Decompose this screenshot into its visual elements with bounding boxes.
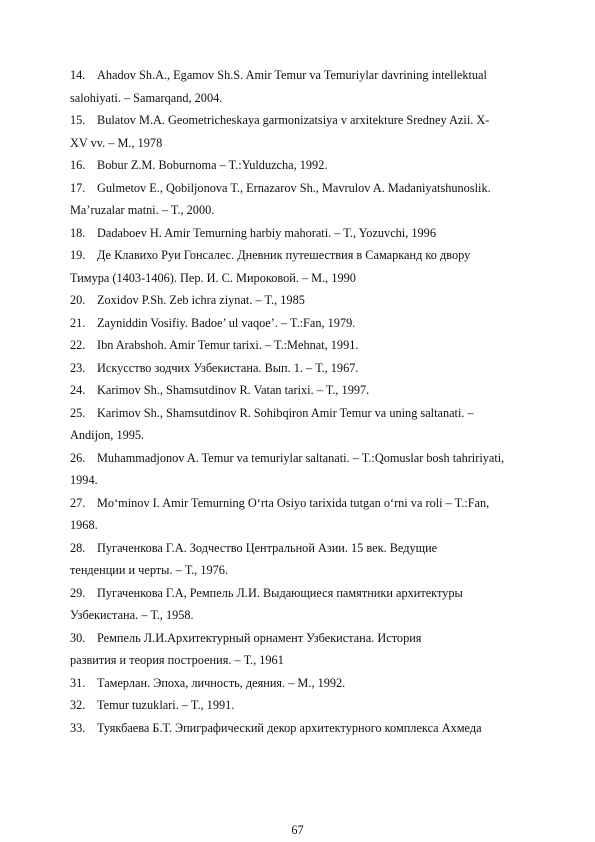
reference-text: Bulatov M.A. Geometricheskaya garmonizatsiya v arxitekture Sredney Azii. X- bbox=[97, 113, 490, 127]
reference-number: 25. bbox=[70, 405, 86, 420]
reference-line-first bbox=[70, 177, 570, 200]
reference-number: 18. bbox=[70, 225, 86, 240]
reference-text: Dadaboev H. Amir Temurning harbiy mahorati. – T., Yozuvchi, 1996 bbox=[97, 225, 436, 240]
reference-number: 14. bbox=[70, 68, 86, 82]
reference-line-first bbox=[70, 109, 570, 132]
reference-number: 20. bbox=[70, 293, 86, 307]
reference-text: Тимура (1403-1406). Пер. И. С. Мироковой. – М., 1990 bbox=[70, 270, 356, 285]
reference-text: Пугаченкова Г.А, Ремпель Л.И. Выдающиеся памятники архитектуры bbox=[97, 585, 463, 600]
reference-line-first bbox=[70, 402, 570, 425]
reference-item bbox=[70, 357, 570, 380]
reference-number: 16. bbox=[70, 158, 86, 172]
reference-line-first bbox=[70, 222, 570, 245]
reference-item bbox=[70, 244, 570, 289]
reference-text: развития и теория построения. – Т., 1961 bbox=[70, 653, 284, 667]
reference-text: Искусство зодчих Узбекистана. Вып. 1. – Т., 1967. bbox=[97, 360, 359, 375]
reference-line-first bbox=[70, 244, 570, 267]
reference-text: salohiyati. – Samarqand, 2004. bbox=[70, 90, 223, 105]
reference-text: Узбекистана. – Т., 1958. bbox=[70, 608, 194, 622]
reference-item bbox=[70, 379, 570, 402]
reference-text: Пугаченкова Г.А. Зодчество Центральной Азии. 15 век. Ведущие bbox=[97, 540, 438, 555]
reference-text: Bobur Z.M. Boburnoma – T.:Yulduzcha, 1992. bbox=[97, 158, 328, 172]
reference-text: Karimov Sh., Shamsutdinov R. Sohibqiron Amir Temur va uning saltanati. – bbox=[97, 405, 474, 420]
reference-line-continued bbox=[70, 267, 570, 290]
reference-number: 19. bbox=[70, 248, 86, 262]
reference-text: XV vv. – M., 1978 bbox=[70, 135, 163, 150]
reference-line-continued bbox=[70, 424, 570, 447]
reference-number: 32. bbox=[70, 698, 86, 712]
reference-number: 30. bbox=[70, 630, 86, 645]
reference-line-first bbox=[70, 537, 570, 560]
reference-line-continued bbox=[70, 604, 570, 627]
reference-text: Gulmetov E., Qobiljonova T., Ernazarov Sh., Mavrulov A. Madaniyatshunoslik. bbox=[97, 180, 491, 195]
reference-line-first bbox=[70, 627, 570, 650]
reference-item bbox=[70, 154, 570, 177]
reference-line-first bbox=[70, 379, 570, 402]
reference-line-first bbox=[70, 694, 570, 717]
reference-text: 1994. bbox=[70, 473, 98, 487]
reference-text: Де Клавихо Руи Гонсалес. Дневник путешествия в Самарканд ко двору bbox=[97, 248, 471, 262]
reference-item bbox=[70, 447, 570, 492]
reference-text: Zayniddin Vosifiy. Badoe’ ul vaqoe’. – T.:Fan, 1979. bbox=[97, 315, 356, 330]
reference-number: 31. bbox=[70, 675, 86, 690]
reference-text: Ahadov Sh.A., Egamov Sh.S. Amir Temur va Temuriylar davrining intellektual bbox=[97, 68, 487, 82]
reference-item bbox=[70, 64, 570, 109]
reference-line-first bbox=[70, 64, 570, 87]
reference-text: Karimov Sh., Shamsutdinov R. Vatan tarixi. – T., 1997. bbox=[97, 383, 370, 397]
reference-item bbox=[70, 312, 570, 335]
reference-list bbox=[70, 64, 570, 739]
reference-item bbox=[70, 289, 570, 312]
reference-line-first bbox=[70, 334, 570, 357]
reference-text: Ibn Arabshoh. Amir Temur tarixi. – T.:Mehnat, 1991. bbox=[97, 338, 359, 352]
reference-number: 26. bbox=[70, 450, 86, 465]
reference-number: 33. bbox=[70, 720, 86, 735]
reference-item bbox=[70, 402, 570, 447]
reference-number: 15. bbox=[70, 113, 86, 127]
reference-line-first bbox=[70, 312, 570, 335]
reference-text: Туякбаева Б.Т. Эпиграфический декор архитектурного комплекса Ахмеда bbox=[97, 720, 482, 735]
reference-item bbox=[70, 694, 570, 717]
reference-text: Mo‘minov I. Amir Temurning O‘rta Osiyo tarixida tutgan o‘rni va roli – T.:Fan, bbox=[97, 495, 490, 510]
reference-line-continued bbox=[70, 87, 570, 110]
reference-item bbox=[70, 492, 570, 537]
reference-number: 27. bbox=[70, 495, 86, 510]
reference-line-continued bbox=[70, 649, 570, 672]
reference-line-continued bbox=[70, 514, 570, 537]
reference-text: 1968. bbox=[70, 518, 98, 532]
reference-line-first bbox=[70, 717, 570, 740]
reference-line-first bbox=[70, 357, 570, 380]
reference-line-continued bbox=[70, 559, 570, 582]
reference-text: Тамерлан. Эпоха, личность, деяния. – М., 1992. bbox=[97, 675, 346, 690]
reference-item bbox=[70, 334, 570, 357]
reference-text: Ma’ruzalar matni. – T., 2000. bbox=[70, 203, 215, 217]
reference-line-continued bbox=[70, 199, 570, 222]
reference-item bbox=[70, 177, 570, 222]
page-number: 67 bbox=[291, 823, 304, 837]
reference-item bbox=[70, 109, 570, 154]
reference-line-first bbox=[70, 447, 570, 470]
reference-line-continued bbox=[70, 469, 570, 492]
reference-text: Muhammadjonov A. Temur va temuriylar saltanati. – T.:Qomuslar bosh tahririyati, bbox=[97, 450, 505, 465]
reference-item bbox=[70, 582, 570, 627]
reference-line-first bbox=[70, 672, 570, 695]
reference-item bbox=[70, 717, 570, 740]
reference-line-first bbox=[70, 582, 570, 605]
reference-number: 22. bbox=[70, 338, 86, 352]
reference-text: Zoxidov P.Sh. Zeb ichra ziynat. – T., 1985 bbox=[97, 293, 305, 307]
reference-line-first bbox=[70, 154, 570, 177]
reference-number: 24. bbox=[70, 383, 86, 397]
reference-number: 23. bbox=[70, 360, 86, 375]
reference-number: 29. bbox=[70, 585, 86, 600]
reference-number: 28. bbox=[70, 540, 86, 555]
reference-text: тенденции и черты. – Т., 1976. bbox=[70, 563, 228, 577]
reference-line-first bbox=[70, 289, 570, 312]
reference-number: 21. bbox=[70, 315, 86, 330]
reference-text: Temur tuzuklari. – T., 1991. bbox=[97, 698, 235, 712]
reference-line-first bbox=[70, 492, 570, 515]
reference-text: Ремпель Л.И.Архитектурный орнамент Узбекистана. История bbox=[97, 630, 422, 645]
reference-item bbox=[70, 537, 570, 582]
reference-text: Andijon, 1995. bbox=[70, 428, 145, 442]
reference-item bbox=[70, 627, 570, 672]
reference-item bbox=[70, 222, 570, 245]
reference-item bbox=[70, 672, 570, 695]
reference-line-continued bbox=[70, 132, 570, 155]
reference-number: 17. bbox=[70, 180, 86, 195]
